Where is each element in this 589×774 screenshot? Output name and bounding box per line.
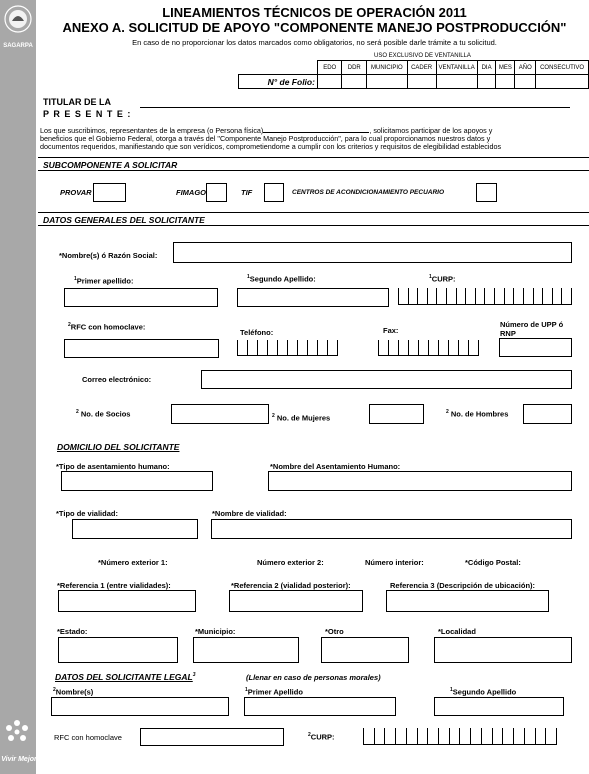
- col-municipio: MUNICIPIO: [367, 61, 408, 75]
- nombre-label: *Nombre(s) ó Razón Social:: [59, 251, 158, 260]
- tif-label: TIF: [241, 188, 253, 197]
- referencia2-field[interactable]: [229, 590, 363, 612]
- referencia3-field[interactable]: [386, 590, 549, 612]
- legal-primer-field[interactable]: [244, 697, 396, 716]
- tipo-asentamiento-label: *Tipo de asentamiento humano:: [56, 462, 170, 471]
- col-cader: CADER: [407, 61, 436, 75]
- titular-field[interactable]: [140, 97, 570, 108]
- legal-nombre-field[interactable]: [51, 697, 229, 716]
- referencia3-label: Referencia 3 (Descripción de ubicación):: [390, 581, 536, 590]
- provar-label: PROVAR: [60, 188, 92, 197]
- telefono-field[interactable]: [237, 340, 338, 356]
- intro-line1b: , solicitamos participar de los apoyos y: [369, 126, 493, 135]
- legal-curp-label: $^2$CURP:: [308, 732, 335, 742]
- legal-segundo-field[interactable]: [434, 697, 564, 716]
- vivir-mejor-icon: [3, 718, 31, 746]
- folio-anio-cell[interactable]: [515, 75, 536, 89]
- folio-cader-cell[interactable]: [407, 75, 436, 89]
- legal-rfc-field[interactable]: [140, 728, 284, 746]
- legal-note: (Llenar en caso de personas morales): [246, 673, 381, 682]
- hombres-field[interactable]: [523, 404, 572, 424]
- provar-checkbox[interactable]: [93, 183, 126, 202]
- nombre-asentamiento-field[interactable]: [268, 471, 572, 491]
- correo-label: Correo electrónico:: [82, 375, 152, 384]
- municipio-label: *Municipio:: [195, 627, 236, 636]
- vivir-mejor-text: Vivir Mejor: [1, 756, 37, 763]
- curp-label: $^1$CURP:: [429, 274, 456, 284]
- codigo-postal-label: *Código Postal:: [465, 558, 521, 567]
- intro-line1a: Los que suscribimos, representantes de la empresa (o Persona física): [40, 126, 264, 135]
- fax-label: Fax:: [383, 326, 399, 335]
- primer-apellido-field[interactable]: [64, 288, 218, 307]
- upp-field[interactable]: [499, 338, 572, 357]
- section-domicilio: DOMICILIO DEL SOLICITANTE: [57, 442, 180, 452]
- folio-mes-cell[interactable]: [496, 75, 515, 89]
- legal-segundo-label: $^1$Segundo Apellido: [450, 687, 517, 697]
- estado-field[interactable]: [58, 637, 178, 663]
- fimago-label: FIMAGO: [176, 188, 206, 197]
- num-exterior2-label: Número exterior 2:: [257, 558, 324, 567]
- segundo-apellido-label: $^1$Segundo Apellido:: [247, 274, 316, 284]
- section-subcomponente: SUBCOMPONENTE A SOLICITAR: [38, 157, 589, 171]
- referencia1-field[interactable]: [58, 590, 196, 612]
- col-anio: AÑO: [515, 61, 536, 75]
- titular-label: TITULAR DE LA: [43, 97, 111, 107]
- col-ventanilla: VENTANILLA: [436, 61, 477, 75]
- col-consecutivo: CONSECUTIVO: [536, 61, 589, 75]
- centros-checkbox[interactable]: [476, 183, 497, 202]
- tipo-vialidad-label: *Tipo de vialidad:: [56, 509, 118, 518]
- folio-dia-cell[interactable]: [477, 75, 496, 89]
- primer-apellido-label: $^1$Primer apellido:: [74, 276, 134, 286]
- centros-label: CENTROS DE ACONDICIONAMIENTO PECUARIO: [292, 189, 445, 196]
- ventanilla-table: [238, 60, 589, 89]
- mujeres-label: $^2$ No. de Mujeres: [272, 413, 331, 423]
- upp-label: Número de UPP ó RNP: [500, 320, 564, 338]
- legal-primer-label: $^1$Primer Apellido: [245, 687, 303, 697]
- col-dia: DIA: [477, 61, 496, 75]
- referencia1-label: *Referencia 1 (entre vialidades):: [57, 581, 171, 590]
- otro-label: *Otro: [325, 627, 344, 636]
- folio-ventanilla-cell[interactable]: [436, 75, 477, 89]
- folio-consecutivo-cell[interactable]: [536, 75, 589, 89]
- municipio-field[interactable]: [193, 637, 299, 663]
- rfc-field[interactable]: [64, 339, 219, 358]
- tif-checkbox[interactable]: [264, 183, 284, 202]
- tipo-asentamiento-field[interactable]: [61, 471, 213, 491]
- num-exterior1-label: *Número exterior 1:: [98, 558, 168, 567]
- legal-rfc-label: RFC con homoclave: [54, 733, 122, 742]
- mujeres-field[interactable]: [369, 404, 424, 424]
- intro-line2: beneficios que el Gobierno Federal, otorga a través del "Componente Manejo Postproducción", para lo cual proporcionamos nuestros datos y: [40, 134, 491, 143]
- section-datos-generales: DATOS GENERALES DEL SOLICITANTE: [38, 212, 589, 226]
- tipo-vialidad-field[interactable]: [72, 519, 198, 539]
- folio-municipio-cell[interactable]: [367, 75, 408, 89]
- sagarpa-logo-text: SAGARPA: [3, 43, 33, 49]
- correo-field[interactable]: [201, 370, 572, 389]
- folio-label: N° de Folio:: [239, 75, 318, 89]
- col-edo: EDO: [317, 61, 342, 75]
- col-mes: MES: [496, 61, 515, 75]
- mandatory-note: En caso de no proporcionar los datos marcados como obligatorios, no será posible darle trámite a tu solicitud.: [132, 38, 497, 47]
- folio-edo-cell[interactable]: [317, 75, 342, 89]
- intro-paragraph: [40, 126, 582, 151]
- section-legal: DATOS DEL SOLICITANTE LEGAL$^3$: [55, 672, 196, 682]
- localidad-field[interactable]: [434, 637, 572, 663]
- nombre-vialidad-field[interactable]: [211, 519, 572, 539]
- num-interior-label: Número interior:: [365, 558, 424, 567]
- hombres-label: $^2$ No. de Hombres: [446, 409, 509, 419]
- title-line-2: ANEXO A. SOLICITUD DE APOYO "COMPONENTE MANEJO POSTPRODUCCIÓN": [62, 20, 567, 35]
- curp-field[interactable]: [398, 288, 572, 305]
- rfc-label: $^2$RFC con homoclave:: [68, 322, 146, 332]
- legal-curp-field[interactable]: [363, 728, 557, 745]
- presente-label: P R E S E N T E :: [43, 109, 132, 119]
- fax-field[interactable]: [378, 340, 479, 356]
- title-line-1: LINEAMIENTOS TÉCNICOS DE OPERACIÓN 2011: [162, 5, 467, 20]
- estado-label: *Estado:: [57, 627, 88, 636]
- intro-line3: documentos requeridos, manifiestando que son verídicos, comprometiendome a cumplir con los criterios y requisitos de elegibilidad establecidos: [40, 142, 502, 151]
- otro-field[interactable]: [321, 637, 409, 663]
- col-ddr: DDR: [342, 61, 367, 75]
- fimago-checkbox[interactable]: [206, 183, 227, 202]
- nombre-vialidad-label: *Nombre de vialidad:: [212, 509, 287, 518]
- telefono-label: Teléfono:: [240, 328, 274, 337]
- nombre-asentamiento-label: *Nombre del Asentamiento Humano:: [270, 462, 401, 471]
- localidad-label: *Localidad: [438, 627, 476, 636]
- socios-field[interactable]: [171, 404, 269, 424]
- sidebar-band: [0, 0, 36, 774]
- ventanilla-caption: USO EXCLUSIVO DE VENTANILLA: [374, 53, 471, 59]
- legal-nombre-label: $^2$Nombre(s): [53, 687, 94, 697]
- mexico-seal-icon: [3, 2, 33, 44]
- nombre-field[interactable]: [173, 242, 572, 263]
- socios-label: $^2$ No. de Socios: [76, 409, 131, 419]
- referencia2-label: *Referencia 2 (vialidad posterior):: [231, 581, 351, 590]
- folio-ddr-cell[interactable]: [342, 75, 367, 89]
- empresa-field[interactable]: [263, 126, 369, 133]
- segundo-apellido-field[interactable]: [237, 288, 389, 307]
